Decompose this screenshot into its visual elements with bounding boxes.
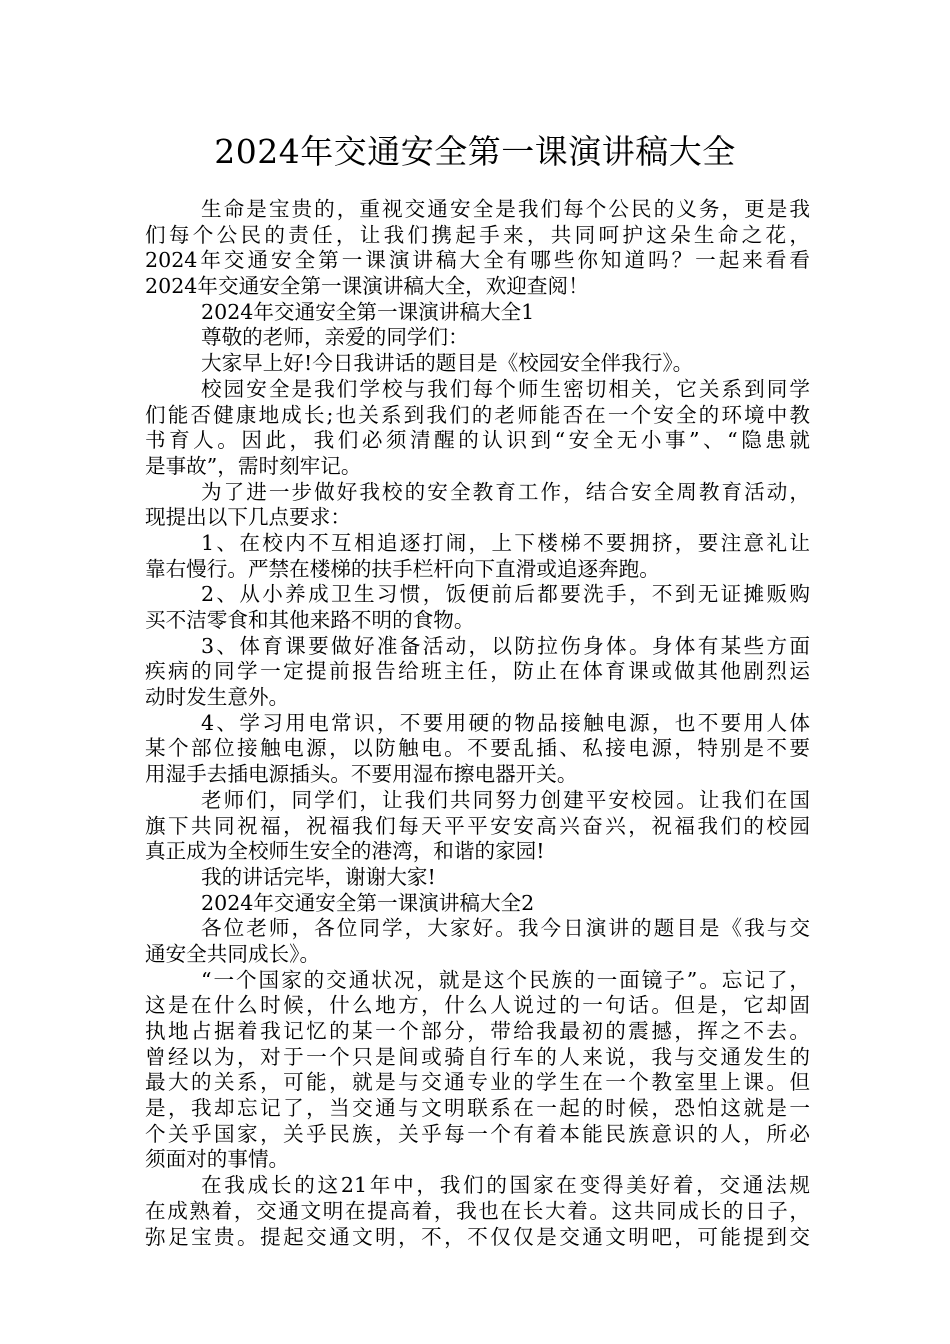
text-line: 们每个公民的责任，让我们携起手来，共同呵护这朵生命之花， <box>145 222 810 247</box>
text-line: 2024年交通安全第一课演讲稿大全1 <box>201 299 535 324</box>
text-line: 们能否健康地成长;也关系到我们的老师能否在一个安全的环境中教 <box>145 402 810 427</box>
text-line: 最大的关系，可能，就是与交通专业的学生在一个教室里上课。但 <box>145 1070 810 1095</box>
text-line: 在我成长的这21年中，我们的国家在变得美好着，交通法规 <box>201 1173 810 1198</box>
text-line: 某个部位接触电源，以防触电。不要乱插、私接电源，特别是不要 <box>145 736 810 761</box>
text-line: 1、在校内不互相追逐打闹，上下楼梯不要拥挤，要注意礼让 <box>201 530 810 555</box>
text-line: 买不洁零食和其他来路不明的食物。 <box>145 608 475 632</box>
text-line: 疾病的同学一定提前报告给班主任，防止在体育课或做其他剧烈运 <box>145 659 810 684</box>
text-line: 为了进一步做好我校的安全教育工作，结合安全周教育活动， <box>201 479 810 504</box>
text-line: 2、从小养成卫生习惯，饭便前后都要洗手，不到无证摊贩购 <box>201 582 810 607</box>
text-line: 各位老师，各位同学，大家好。我今日演讲的题目是《我与交 <box>201 916 810 941</box>
text-line: 尊敬的老师，亲爱的同学们： <box>201 325 469 350</box>
text-line: 老师们，同学们，让我们共同努力创建平安校园。让我们在国 <box>201 787 810 812</box>
text-line: 个关乎国家，关乎民族，关乎每一个有着本能民族意识的人，所必 <box>145 1121 810 1146</box>
text-line: 2024年交通安全第一课演讲稿大全，欢迎查阅！ <box>145 274 589 299</box>
text-line: 弥足宝贵。提起交通文明，不，不仅仅是交通文明吧，可能提到交 <box>145 1224 810 1249</box>
text-line: 通安全共同成长》。 <box>145 941 321 966</box>
text-line: 2024年交通安全第一课演讲稿大全2 <box>201 890 535 915</box>
text-line: 须面对的事情。 <box>145 1147 290 1172</box>
document-title: 2024年交通安全第一课演讲稿大全 <box>214 132 736 171</box>
text-line: 是事故”，需时刻牢记。 <box>145 453 362 478</box>
text-line: 大家早上好!今日我讲话的题目是《校园安全伴我行》。 <box>201 351 694 376</box>
text-line: 我的讲话完毕，谢谢大家! <box>201 864 436 889</box>
text-line: 生命是宝贵的，重视交通安全是我们每个公民的义务，更是我 <box>201 197 810 221</box>
text-line: 动时发生意外。 <box>145 685 290 710</box>
text-line: 校园安全是我们学校与我们每个师生密切相关，它关系到同学 <box>201 376 810 401</box>
text-line: 是，我却忘记了，当交通与文明联系在一起的时候，恐怕这就是一 <box>145 1096 810 1121</box>
text-line: 2024年交通安全第一课演讲稿大全有哪些你知道吗？一起来看看 <box>145 248 810 273</box>
text-line: “一个国家的交通状况，就是这个民族的一面镜子”。忘记了， <box>201 967 810 992</box>
text-line: 现提出以下几点要求： <box>145 505 351 530</box>
text-line: 靠右慢行。严禁在楼梯的扶手栏杆向下直滑或追逐奔跑。 <box>145 556 660 581</box>
text-line: 在成熟着，交通文明在提高着，我也在长大着。这共同成长的日子， <box>145 1198 810 1223</box>
text-line: 书育人。因此，我们必须清醒的认识到“安全无小事”、“隐患就 <box>145 428 810 453</box>
text-line: 执地占据着我记忆的某一个部分，带给我最初的震撼，挥之不去。 <box>145 1019 810 1043</box>
text-line: 旗下共同祝福，祝福我们每天平平安安高兴奋兴，祝福我们的校园 <box>145 813 810 838</box>
text-line: 4、学习用电常识，不要用硬的物品接触电源，也不要用人体 <box>201 710 810 735</box>
text-line: 这是在什么时候，什么地方，什么人说过的一句话。但是，它却固 <box>145 993 810 1018</box>
text-line: 3、体育课要做好准备活动，以防拉伤身体。身体有某些方面 <box>201 633 810 658</box>
text-line: 曾经以为，对于一个只是间或骑自行车的人来说，我与交通发生的 <box>145 1044 810 1069</box>
document-body <box>145 197 810 1250</box>
text-line: 用湿手去插电源插头。不要用湿布擦电器开关。 <box>145 762 578 787</box>
text-line: 真正成为全校师生安全的港湾，和谐的家园! <box>145 839 545 864</box>
